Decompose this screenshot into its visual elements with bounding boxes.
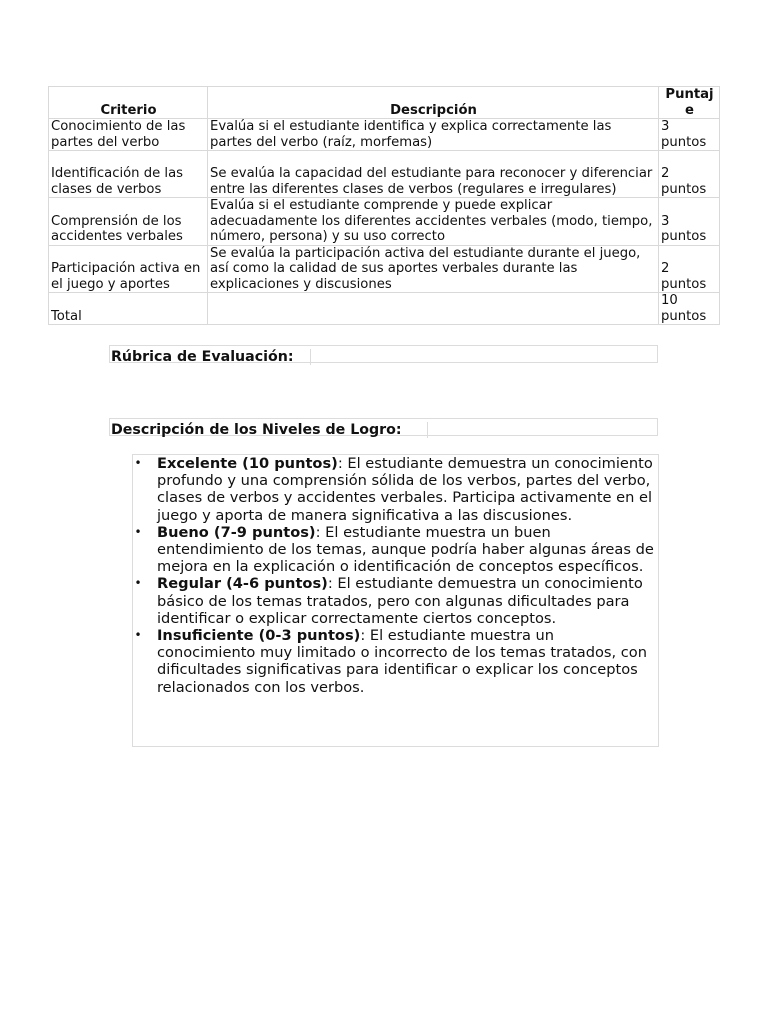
level-description: : El estudiante demuestra un conocimiento profundo y una comprensión sólida de los verbos, partes del verbo, clases de verbos y accidentes verbales. Participa activamente en el juego y aporta de manera significativa a las discusiones. (157, 455, 653, 524)
table-row (49, 151, 720, 198)
levels-list-box (132, 454, 659, 747)
criterio-cell: Participación activa en el juego y aportes (49, 245, 208, 293)
table-header-row (49, 87, 720, 119)
level-name: Excelente (10 puntos) (157, 455, 338, 472)
descripcion-cell: Se evalúa la capacidad del estudiante para reconocer y diferenciar entre las diferentes clases de verbos (regulares e irregulares) (208, 151, 659, 198)
header-descripcion: Descripción (208, 87, 659, 119)
list-item (133, 455, 658, 524)
level-description: : El estudiante demuestra un conocimiento básico de los temas tratados, pero con algunas dificultades para identificar o explicar correctamente ciertos conceptos. (157, 575, 643, 627)
list-item (133, 575, 658, 627)
level-description: : El estudiante muestra un buen entendimiento de los temas, aunque podría haber algunas áreas de mejora en la explicación o identificación de conceptos específicos. (157, 523, 654, 576)
header-criterio: Criterio (49, 87, 208, 119)
puntaje-cell: 3 puntos (659, 119, 720, 151)
bullet-icon: • (134, 456, 142, 470)
bullet-icon: • (134, 576, 142, 591)
rubrica-section (109, 345, 658, 363)
descripcion-cell: Evalúa si el estudiante comprende y puede explicar adecuadamente los diferentes accidentes verbales (modo, tiempo, número, persona) y su uso correcto (208, 198, 659, 246)
rubrica-heading: Rúbrica de Evaluación: (110, 349, 311, 365)
total-description-cell (208, 293, 659, 325)
bullet-icon: • (134, 524, 142, 539)
table-row (49, 245, 720, 293)
bullet-icon: • (134, 628, 142, 643)
descripcion-cell: Se evalúa la participación activa del estudiante durante el juego, así como la calidad de sus aportes verbales durante las explicaciones y discusiones (208, 245, 659, 293)
puntaje-cell: 2 puntos (659, 245, 720, 293)
criterio-cell: Comprensión de los accidentes verbales (49, 198, 208, 246)
header-puntaje: Puntaje (659, 87, 720, 119)
criterio-cell: Identificación de las clases de verbos (49, 151, 208, 198)
table-row (49, 119, 720, 151)
list-item (133, 627, 658, 696)
total-puntaje-cell: 10 puntos (659, 293, 720, 325)
table-row (49, 198, 720, 246)
level-name: Regular (4-6 puntos) (157, 575, 328, 593)
descripcion-cell: Evalúa si el estudiante identifica y explica correctamente las partes del verbo (raíz, morfemas) (208, 119, 659, 151)
levels-list (133, 455, 658, 696)
rubric-table (48, 86, 720, 325)
puntaje-cell: 2 puntos (659, 151, 720, 198)
niveles-section (109, 418, 658, 436)
criterio-cell: Conocimiento de las partes del verbo (49, 119, 208, 151)
level-description: : El estudiante muestra un conocimiento muy limitado o incorrecto de los temas tratados, con dificultades significativas para identificar o explicar los conceptos relacionados con los verbos. (157, 627, 647, 696)
list-item (133, 524, 658, 576)
level-name: Bueno (7-9 puntos) (157, 523, 316, 541)
table-total-row (49, 293, 720, 325)
niveles-heading: Descripción de los Niveles de Logro: (110, 422, 428, 438)
level-name: Insuficiente (0-3 puntos) (157, 627, 361, 645)
puntaje-cell: 3 puntos (659, 198, 720, 246)
total-label-cell: Total (49, 293, 208, 325)
